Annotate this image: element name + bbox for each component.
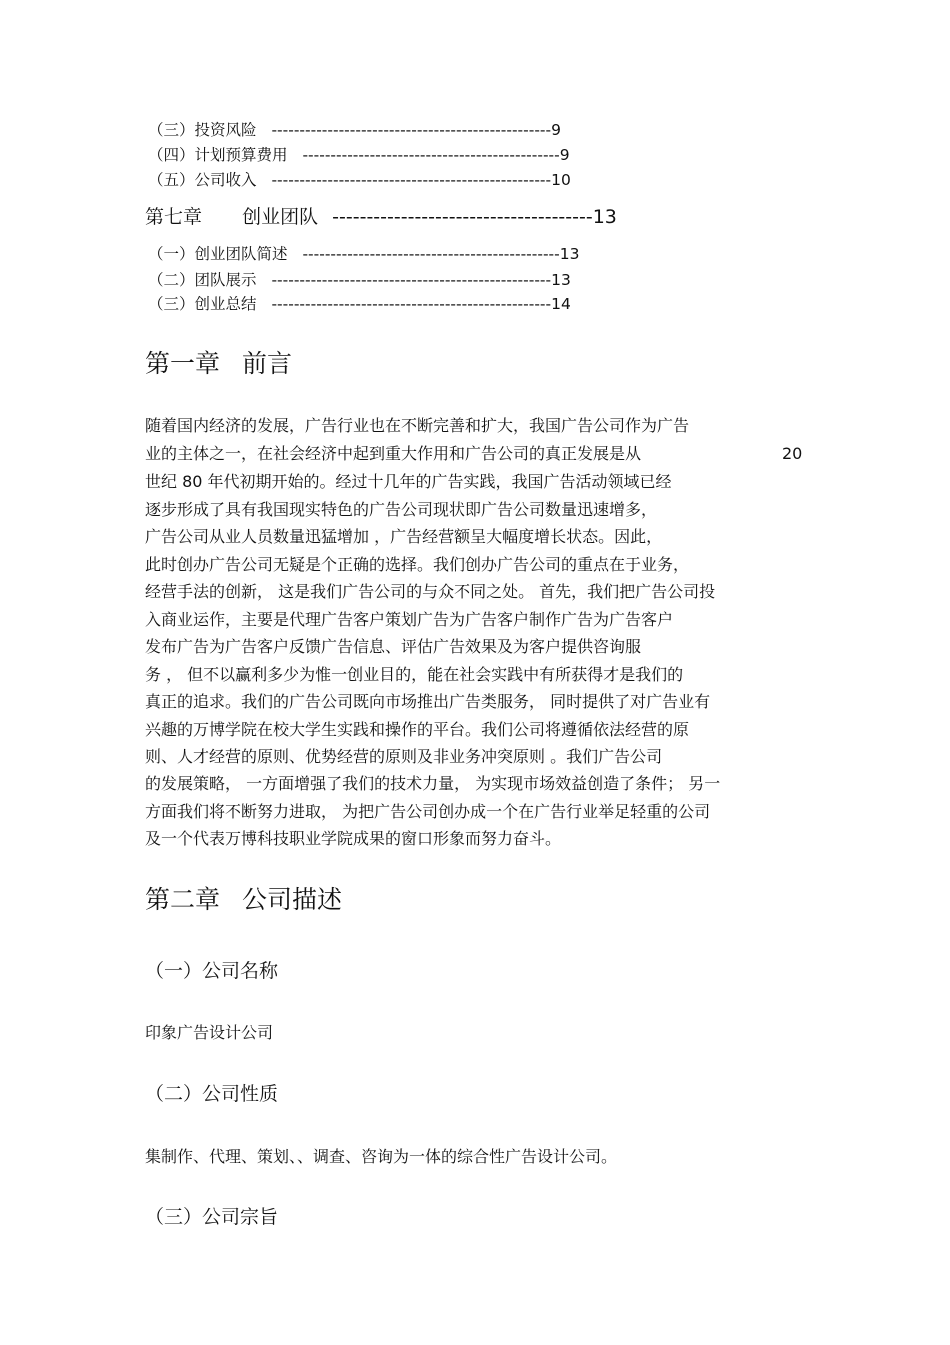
paragraph-line: 真正的追求。我们的广告公司既向市场推出广告类服务， 同时提供了对广告业有 [145, 692, 711, 711]
toc-entry-leader: ----------------------------------------------9 [302, 146, 570, 164]
paragraph-line: 发布广告为广告客户反馈广告信息、评估广告效果及为客户提供咨询服 [145, 637, 642, 656]
section-heading: （二）公司性质 [145, 1083, 279, 1105]
section-body: 印象广告设计公司 [145, 1023, 274, 1042]
toc-entry-leader: --------------------------------------------------14 [271, 295, 571, 313]
chapter-title: 公司描述 [242, 885, 343, 914]
toc-chapter-number: 第七章 [145, 206, 203, 228]
chapter-heading [145, 884, 342, 916]
paragraph-number: 20 [782, 444, 803, 463]
toc-entry-leader: --------------------------------------------------10 [271, 171, 571, 189]
paragraph-line: 世纪 80 年代初期开始的。经过十几年的广告实践，我国广告活动领域已经 [145, 472, 672, 491]
toc-entry-leader: ----------------------------------------------13 [302, 245, 580, 263]
paragraph-line: 业的主体之一，在社会经济中起到重大作用和广告公司的真正发展是从 [145, 444, 642, 463]
toc-entry-label: （三）创业总结 [148, 295, 257, 313]
paragraph-line: 的发展策略， 一方面增强了我们的技术力量， 为实现市场效益创造了条件； 另一 [145, 774, 721, 793]
toc-entry-label: （三）投资风险 [148, 121, 257, 139]
toc-entry[interactable] [148, 120, 561, 140]
toc-entry-leader: --------------------------------------------------9 [271, 121, 561, 139]
paragraph-line: 入商业运作，主要是代理广告客户策划广告为广告客户制作广告为广告客户 [145, 610, 674, 629]
toc-entry[interactable] [148, 244, 579, 264]
paragraph-line: 务 ， 但不以赢利多少为惟一创业目的，能在社会实践中有所获得才是我们的 [145, 665, 684, 684]
toc-entry[interactable] [148, 294, 571, 314]
chapter-title: 前言 [242, 349, 293, 378]
toc-entry-leader: --------------------------------------------------13 [271, 271, 571, 289]
paragraph-line: 此时创办广告公司无疑是个正确的选择。我们创办广告公司的重点在于业务， [145, 555, 690, 574]
paragraph-line: 经营手法的创新， 这是我们广告公司的与众不同之处。 首先，我们把广告公司投 [145, 582, 716, 601]
section-body: 集制作、代理、策划、、调查、咨询为一体的综合性广告设计公司。 [145, 1147, 618, 1166]
paragraph-line: 逐步形成了具有我国现实特色的广告公司现状即广告公司数量迅速增多， [145, 500, 658, 519]
toc-chapter-title: 创业团队 [242, 206, 319, 228]
section-heading: （三）公司宗旨 [145, 1206, 279, 1228]
toc-entry-label: （四）计划预算费用 [148, 146, 288, 164]
chapter-heading [145, 348, 292, 380]
chapter-number: 第一章 [145, 349, 221, 378]
toc-entry[interactable] [148, 170, 571, 190]
paragraph-line: 广告公司从业人员数量迅猛增加 ，广告经营额呈大幅度增长状态。因此， [145, 527, 663, 546]
paragraph-line: 及一个代表万博科技职业学院成果的窗口形象而努力奋斗。 [145, 829, 562, 848]
paragraph-line: 兴趣的万博学院在校大学生实践和操作的平台。我们公司将遵循依法经营的原 [145, 720, 690, 739]
toc-entry-leader: --------------------------------------13 [332, 206, 617, 228]
section-heading: （一）公司名称 [145, 960, 279, 982]
chapter-number: 第二章 [145, 885, 221, 914]
paragraph-line: 则、人才经营的原则、优势经营的原则及非业务冲突原则 。我们广告公司 [145, 747, 663, 766]
toc-entry[interactable] [148, 145, 570, 165]
toc-entry-label: （五）公司收入 [148, 171, 257, 189]
toc-entry-label: （二）团队展示 [148, 271, 257, 289]
paragraph-line: 随着国内经济的发展，广告行业也在不断完善和扩大，我国广告公司作为广告 [145, 416, 690, 435]
toc-entry[interactable] [148, 270, 571, 290]
toc-chapter-entry[interactable] [145, 205, 617, 229]
paragraph-line: 方面我们将不断努力进取， 为把广告公司创办成一个在广告行业举足轻重的公司 [145, 802, 711, 821]
toc-entry-label: （一）创业团队简述 [148, 245, 288, 263]
